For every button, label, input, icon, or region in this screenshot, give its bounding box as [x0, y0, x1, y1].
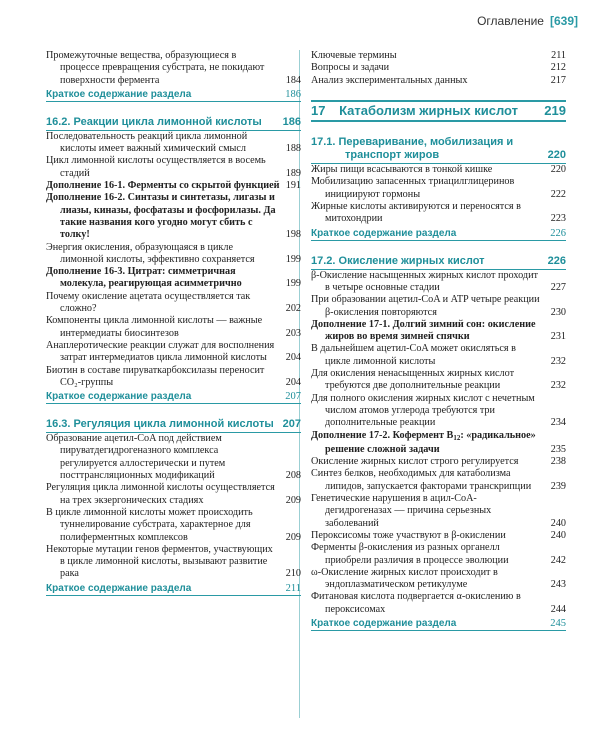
toc-entry-title: ω-Окисление жирных кислот происходит в эндоплазматическом ретикулуме	[311, 566, 498, 591]
toc-entry[interactable]	[311, 343, 566, 368]
toc-entry-title: Цикл лимонной кислоты осуществляется в восемь стадий	[46, 155, 266, 179]
toc-entry[interactable]	[311, 468, 566, 493]
toc-page-number: 184	[285, 74, 301, 86]
toc-entry-title: Дополнение 16-1. Ферменты со скрытой функцией	[46, 180, 280, 192]
toc-entry[interactable]	[311, 176, 566, 201]
toc-supplement-entry[interactable]	[311, 319, 566, 344]
toc-entry[interactable]	[311, 591, 566, 616]
toc-entry-title: Ферменты β-окисления из разных органелл приобрели различия в процессе эволюции	[311, 542, 509, 566]
toc-supplement-entry[interactable]	[311, 430, 566, 457]
toc-entry-title: Краткое содержание раздела	[46, 391, 192, 403]
toc-entry-title: 16.3. Регуляция цикла лимонной кислоты	[46, 418, 274, 431]
toc-entry-title: Краткое содержание раздела	[46, 582, 192, 594]
toc-entry[interactable]	[311, 270, 566, 295]
toc-entry[interactable]	[311, 530, 566, 542]
toc-entry-title: Пероксисомы тоже участвуют в β-окислении	[311, 529, 506, 541]
toc-page-number: 220	[547, 149, 566, 162]
toc-page-number: 232	[550, 380, 566, 392]
toc-entry-title: Фитановая кислота подвергается α-окислению в пероксисомах	[311, 591, 521, 615]
toc-entry[interactable]	[46, 291, 301, 316]
toc-entry-title: Синтез белков, необходимых для катаболизма липидов, запускается факторами транскрипции	[311, 468, 532, 492]
toc-entry-title: При образовании ацетил-CoA и ATP четыре реакции β-окисления повторяются	[311, 294, 540, 318]
toc-entry[interactable]	[311, 542, 566, 567]
page-header	[477, 14, 578, 28]
toc-entry-title: Дополнение 16-2. Синтазы и синтетазы, лигазы и лиазы, киназы, фосфатазы и фосфорилазы. Да такие названия кого угодно могут сбить с толку!	[46, 192, 276, 241]
toc-entry-title: Почему окисление ацетата осуществляется так сложно?	[46, 290, 251, 315]
toc-page-number: 209	[285, 494, 301, 506]
toc-entry[interactable]	[311, 368, 566, 393]
toc-supplement-entry[interactable]	[46, 180, 301, 192]
toc-entry[interactable]	[311, 62, 566, 74]
toc-entry-title: Анаплеротические реакции служат для восполнения затрат интермедиатов цикла лимонной кислоты	[46, 339, 275, 364]
toc-page-number: 220	[550, 164, 566, 176]
chapter-heading[interactable]	[311, 100, 566, 122]
toc-entry[interactable]	[46, 315, 301, 340]
header-page-number: [639]	[549, 14, 578, 28]
toc-entry-title: Краткое содержание раздела	[311, 617, 457, 629]
toc-section-heading[interactable]	[311, 136, 566, 164]
toc-entry[interactable]	[311, 393, 566, 430]
chapter-page: 219	[544, 102, 566, 118]
toc-summary-entry[interactable]	[311, 227, 566, 241]
toc-entry-title: β-Окисление насыщенных жирных кислот проходит в четыре основные стадии	[311, 269, 538, 293]
toc-entry[interactable]	[46, 50, 301, 87]
toc-entry-title: Регуляция цикла лимонной кислоты осуществляется на трех экзергонических стадиях	[46, 482, 275, 506]
toc-entry[interactable]	[46, 131, 301, 156]
toc-section-heading[interactable]	[46, 116, 301, 131]
toc-entry[interactable]	[46, 340, 301, 365]
toc-entry[interactable]	[46, 365, 301, 390]
toc-entry-title: В дальнейшем ацетил-CoA может окисляться в цикле лимонной кислоты	[311, 343, 516, 367]
toc-page-number: 226	[550, 227, 566, 239]
toc-entry-title: Образование ацетил-CoA под действием пируватдегидрогеназного комплекса регулируется аллостерически и путем посттрансляционных модификаций	[46, 433, 226, 482]
header-title: Оглавление	[477, 14, 544, 28]
toc-page-number: 243	[550, 579, 566, 591]
toc-entry[interactable]	[311, 456, 566, 468]
toc-entry-title: Окисление жирных кислот строго регулируется	[311, 456, 519, 468]
toc-entry-title: Краткое содержание раздела	[311, 227, 457, 239]
toc-entry[interactable]	[46, 482, 301, 507]
toc-entry-title: Последовательность реакций цикла лимонной кислоты имеет важный химический смысл	[46, 130, 248, 155]
toc-entry[interactable]	[311, 164, 566, 176]
toc-page-number: 204	[285, 352, 301, 364]
toc-page-number: 240	[550, 529, 566, 541]
toc-page-number: 198	[285, 229, 301, 241]
toc-page-number: 208	[285, 470, 301, 482]
toc-page-number: 238	[550, 456, 566, 468]
toc-entry-title: Для полного окисления жирных кислот с нечетным числом атомов углерода требуются три дополнительные реакции	[311, 392, 535, 429]
toc-page-number: 189	[285, 167, 301, 179]
toc-page-number: 230	[550, 306, 566, 318]
toc-entry-title: Дополнение 17-2. Кофермент B12: «радикальное» решение сложной задачи	[311, 429, 536, 455]
toc-page-number: 227	[550, 281, 566, 293]
toc-summary-entry[interactable]	[46, 88, 301, 102]
toc-page-number: 223	[550, 213, 566, 225]
toc-entry-title: 17.1. Переваривание, мобилизация и транспорт жиров	[311, 136, 514, 162]
toc-supplement-entry[interactable]	[46, 192, 301, 241]
toc-entry-title: Дополнение 16-3. Цитрат: симметричная молекула, реагирующая асимметрично	[46, 266, 242, 290]
toc-page-number: 242	[550, 554, 566, 566]
toc-entry-title: Генетические нарушения в ацил-CoA-дегидрогеназах — причина серьезных заболеваний	[311, 493, 492, 529]
toc-entry[interactable]	[46, 242, 301, 267]
toc-entry-title: Энергия окисления, образующаяся в цикле лимонной кислоты, эффективно сохраняется	[46, 241, 255, 265]
toc-entry-title: Некоторые мутации генов ферментов, участвующих в цикле лимонной кислоты, вызывают развитие рака	[46, 543, 273, 580]
toc-page-number: 203	[285, 327, 301, 339]
toc-summary-entry[interactable]	[311, 617, 566, 631]
toc-entry[interactable]	[311, 493, 566, 530]
toc-page-number: 211	[285, 582, 301, 594]
toc-summary-entry[interactable]	[46, 390, 301, 404]
toc-entry[interactable]	[311, 75, 566, 87]
toc-entry-title: Для окисления ненасыщенных жирных кислот требуются две дополнительные реакции	[311, 368, 515, 392]
toc-entry[interactable]	[311, 294, 566, 319]
toc-section-heading[interactable]	[311, 255, 566, 270]
toc-page-number: 209	[285, 531, 301, 543]
toc-entry[interactable]	[311, 50, 566, 62]
toc-page-number: 199	[285, 278, 301, 290]
toc-entry[interactable]	[46, 507, 301, 544]
toc-page-number: 239	[550, 480, 566, 492]
toc-page-number: 212	[550, 62, 566, 74]
toc-entry-title: Жиры пищи всасываются в тонкой кишке	[311, 164, 493, 176]
toc-entry[interactable]	[46, 433, 301, 482]
toc-entry-title: Анализ экспериментальных данных	[311, 74, 468, 86]
toc-page-number: 226	[547, 254, 566, 267]
toc-entry[interactable]	[311, 567, 566, 592]
toc-entry-title: Краткое содержание раздела	[46, 88, 192, 100]
toc-page-number: 211	[551, 50, 566, 61]
toc-entry[interactable]	[46, 544, 301, 581]
toc-entry[interactable]	[311, 201, 566, 226]
toc-entry[interactable]	[46, 155, 301, 180]
toc-page-number: 188	[285, 143, 301, 155]
toc-section-heading[interactable]	[46, 418, 301, 433]
toc-entry-title: Жирные кислоты активируются и переносятся в митохондрии	[311, 201, 521, 225]
toc-page-number: 240	[550, 517, 566, 529]
toc-entry-title: В цикле лимонной кислоты может происходить туннелирование субстрата, характерное для полиферментных комплексов	[46, 506, 253, 543]
toc-page-number: 244	[550, 603, 566, 615]
toc-supplement-entry[interactable]	[46, 266, 301, 291]
toc-page-number: 191	[285, 180, 301, 192]
toc-entry-title: Ключевые термины	[311, 50, 397, 61]
toc-page-number: 222	[550, 188, 566, 200]
toc-entry-title: Промежуточные вещества, образующиеся в процессе превращения субстрата, не покидают поверхности фермента	[46, 50, 265, 86]
toc-page-number: 217	[550, 74, 566, 86]
left-column	[46, 50, 301, 596]
toc-entry-title: 17.2. Окисление жирных кислот	[311, 254, 485, 267]
toc-page-number: 210	[285, 568, 301, 580]
chapter-number: 17	[311, 102, 326, 118]
toc-page-number: 245	[550, 617, 566, 629]
toc-entry-title: Биотин в составе пируваткарбоксилазы переносит CO₂-группы	[46, 364, 265, 388]
toc-page-number: 202	[285, 303, 301, 315]
toc-page-number: 207	[285, 391, 301, 403]
toc-page-number: 235	[550, 443, 566, 455]
toc-page-number: 234	[550, 417, 566, 429]
toc-page-number: 186	[285, 88, 301, 100]
chapter-title: Катаболизм жирных кислот	[339, 102, 519, 118]
toc-page-number: 204	[285, 376, 301, 388]
toc-page-number: 186	[282, 115, 301, 128]
toc-page-number: 232	[550, 355, 566, 367]
toc-page-number: 231	[550, 331, 566, 343]
toc-entry-title: Дополнение 17-1. Долгий зимний сон: окисление жиров во время зимней спячки	[311, 318, 536, 343]
toc-entry-title: Компоненты цикла лимонной кислоты — важные интермедиаты биосинтезов	[46, 315, 263, 339]
toc-page-number: 199	[285, 253, 301, 265]
toc-entry-title: 16.2. Реакции цикла лимонной кислоты	[46, 115, 262, 128]
toc-summary-entry[interactable]	[46, 582, 301, 596]
toc-page-number: 207	[282, 418, 301, 431]
toc-entry-title: Мобилизацию запасенных триацилглицеринов инициируют гормоны	[311, 176, 515, 200]
toc-entry-title: Вопросы и задачи	[311, 62, 390, 74]
right-column	[311, 50, 566, 631]
